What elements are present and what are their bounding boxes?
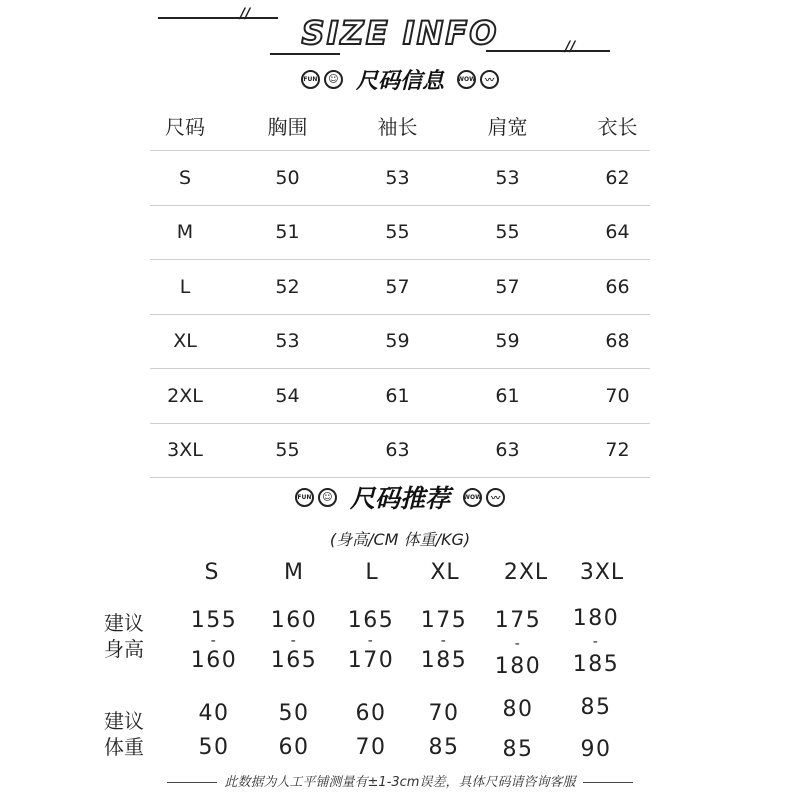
table-cell: 57 <box>495 275 520 298</box>
height-range <box>331 606 411 676</box>
table-row <box>150 315 650 370</box>
table-cell: 52 <box>275 275 300 298</box>
recommend-size-label: XL <box>430 560 460 585</box>
size-info-title-cn: 尺码信息 <box>355 69 444 94</box>
disclaimer-rule-right <box>583 782 633 783</box>
weight-max: 85 <box>502 737 534 762</box>
disclaimer-rule-left <box>167 782 217 783</box>
height-label-line2: 身高 <box>104 637 144 661</box>
height-range <box>404 606 484 676</box>
weight-row-label <box>104 708 164 760</box>
size-info-header <box>0 0 800 100</box>
weight-range <box>556 687 636 771</box>
weight-range <box>404 697 484 765</box>
wave-badge-icon: 〰 <box>486 488 505 507</box>
recommend-size-label: S <box>204 560 220 585</box>
recommend-title-row <box>0 479 800 515</box>
weight-label-line1: 建议 <box>104 709 144 733</box>
height-row-label <box>104 610 164 662</box>
table-cell: 55 <box>275 439 300 462</box>
range-dash: - <box>592 634 600 650</box>
wow-badge-icon: WOW <box>457 70 476 89</box>
weight-max: 70 <box>355 735 387 760</box>
weight-min: 60 <box>355 701 387 726</box>
size-info-subtitle-row <box>0 64 800 95</box>
table-cell: S <box>178 166 192 189</box>
weight-min: 40 <box>198 701 230 726</box>
unit-note: (身高/CM 体重/KG) <box>329 530 471 549</box>
wave-badge-icon: 〰 <box>480 70 499 89</box>
range-dash: - <box>210 633 218 649</box>
recommend-title: 尺码推荐 <box>349 484 450 513</box>
height-max: 170 <box>347 648 395 673</box>
height-min: 175 <box>494 608 542 633</box>
table-cell: M <box>176 221 194 244</box>
height-range <box>556 604 636 680</box>
header-rule-bottom-left <box>270 53 340 55</box>
table-cell: 61 <box>385 384 410 407</box>
table-cell: 70 <box>605 384 630 407</box>
table-cell: 51 <box>275 221 300 244</box>
weight-range <box>478 690 558 770</box>
table-cell: 2XL <box>167 384 203 407</box>
size-info-title: SIZE INFO <box>301 14 499 52</box>
fun-badge-icon: FUN <box>301 70 320 89</box>
size-table <box>150 100 650 478</box>
table-cell: 3XL <box>167 439 203 462</box>
height-min: 155 <box>190 608 238 633</box>
weight-max: 50 <box>198 735 230 760</box>
height-max: 180 <box>494 654 542 679</box>
measurement-disclaimer <box>0 771 800 790</box>
table-cell: 53 <box>495 166 520 189</box>
table-cell: 53 <box>275 330 300 353</box>
height-min: 160 <box>270 608 318 633</box>
smiley-badge-icon: ☺ <box>324 70 343 89</box>
weight-min: 80 <box>502 697 534 722</box>
fun-badge-icon: FUN <box>295 488 314 507</box>
height-range <box>478 606 558 682</box>
table-cell: 72 <box>605 439 630 462</box>
smiley-badge-icon: ☺ <box>318 488 337 507</box>
table-cell: 55 <box>385 221 410 244</box>
table-row <box>150 206 650 261</box>
weight-range <box>331 697 411 765</box>
range-dash: - <box>290 633 298 649</box>
slash-mark-left: // <box>240 6 251 22</box>
weight-min: 50 <box>278 701 310 726</box>
height-min: 175 <box>420 608 468 633</box>
table-cell: L <box>179 275 191 298</box>
weight-min: 85 <box>580 695 612 720</box>
range-dash: - <box>440 633 448 649</box>
recommend-size-label: L <box>365 560 379 585</box>
weight-label-line2: 体重 <box>104 735 144 759</box>
height-min: 165 <box>347 608 395 633</box>
slash-mark-right: // <box>565 39 576 55</box>
height-range <box>254 606 334 676</box>
size-table-header <box>150 100 650 151</box>
col-header-shoulder: 肩宽 <box>487 114 528 139</box>
col-header-sleeve: 袖长 <box>377 114 418 139</box>
table-row <box>150 369 650 424</box>
table-cell: 54 <box>275 384 300 407</box>
wow-badge-icon: WOW <box>463 488 482 507</box>
col-header-chest: 胸围 <box>267 114 308 139</box>
height-range <box>174 606 254 676</box>
table-cell: 62 <box>605 166 630 189</box>
table-cell: 66 <box>605 275 630 298</box>
recommend-size-label: 2XL <box>503 560 549 585</box>
table-cell: 50 <box>275 166 300 189</box>
table-cell: 64 <box>605 221 630 244</box>
weight-max: 85 <box>428 735 460 760</box>
weight-min: 70 <box>428 701 460 726</box>
weight-range <box>254 697 334 765</box>
recommend-size-label: M <box>284 560 304 585</box>
height-max: 185 <box>572 652 620 677</box>
table-cell: 57 <box>385 275 410 298</box>
table-cell: 63 <box>495 439 520 462</box>
col-header-size: 尺码 <box>165 114 205 139</box>
col-header-length: 衣长 <box>597 114 638 139</box>
height-max: 160 <box>190 648 238 673</box>
height-max: 165 <box>270 648 318 673</box>
table-cell: 59 <box>495 330 520 353</box>
table-cell: 63 <box>385 439 410 462</box>
weight-max: 60 <box>278 735 310 760</box>
weight-range <box>174 697 254 765</box>
recommend-size-label: 3XL <box>579 560 625 585</box>
table-row <box>150 424 650 479</box>
table-cell: 61 <box>495 384 520 407</box>
table-cell: 55 <box>495 221 520 244</box>
table-cell: 53 <box>385 166 410 189</box>
table-row <box>150 260 650 315</box>
weight-max: 90 <box>580 737 612 762</box>
table-cell: 59 <box>385 330 410 353</box>
range-dash: - <box>514 636 522 652</box>
table-cell: 68 <box>605 330 630 353</box>
disclaimer-text: 此数据为人工平铺测量有±1-3cm误差，具体尺码请咨询客服 <box>224 775 576 790</box>
range-dash: - <box>367 633 375 649</box>
height-label-line1: 建议 <box>104 611 144 635</box>
height-max: 185 <box>420 648 468 673</box>
table-row <box>150 151 650 206</box>
height-min: 180 <box>572 606 620 631</box>
table-cell: XL <box>173 330 197 353</box>
